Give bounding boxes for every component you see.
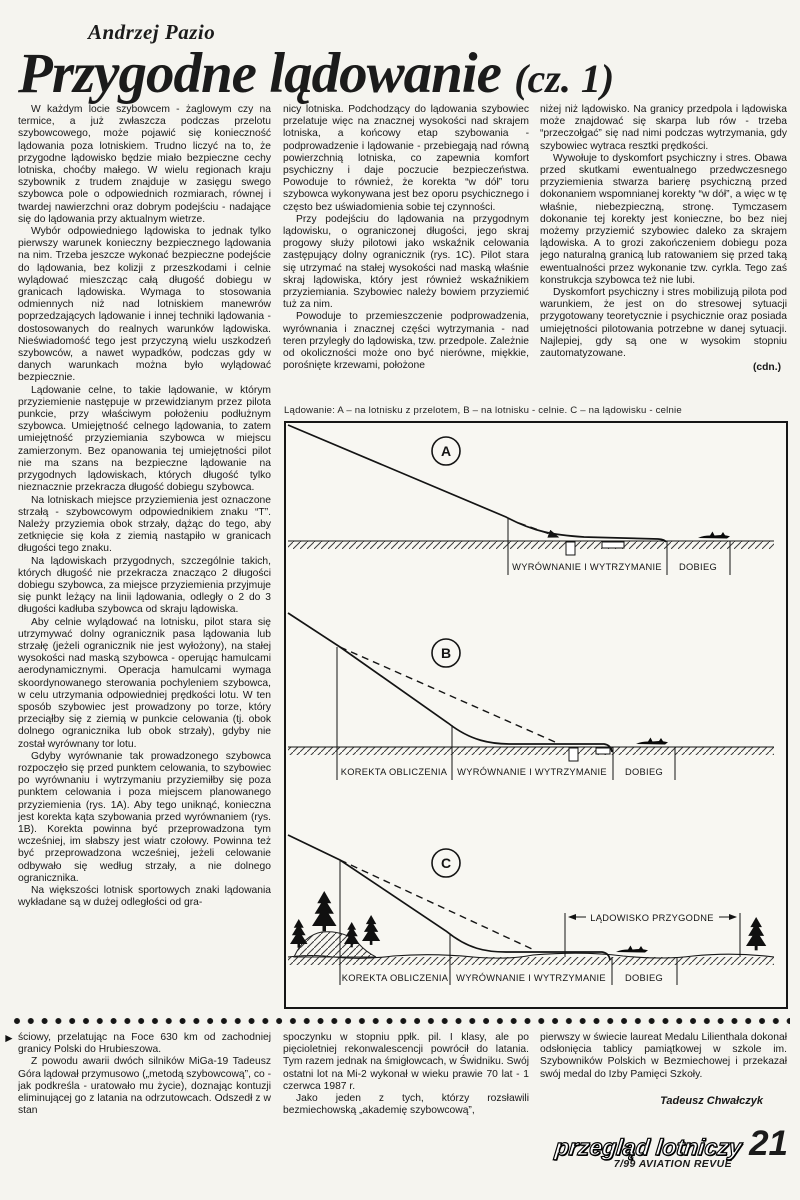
label-ladowisko: LĄDOWISKO PRZYGODNE	[590, 913, 714, 923]
paragraph: spoczynku w stopniu ppłk. pil. I klasy, ale po pięcioletniej rekonwalescencji powrócił do latania. Tym razem jednak na śmigłowcach, w Świdniku. Swój ostatni lot na Mi-2 wykonał w wieku prawie 70 lat - 1 czerwca 1987 r.	[283, 1032, 529, 1092]
article-header	[18, 20, 788, 105]
paragraph: Z powodu awarii dwóch silników MiGa-19 Tadeusz Góra lądował przymusowo („metodą szybowcową”, co - jak podkreśla - uratowało mu życie), doznając kontuzji eliminującej go z latania na odrzutowcach. Odszedł z w stan	[18, 1056, 271, 1117]
label-dobieg-b: DOBIEG	[625, 767, 663, 777]
continuation-arrow-icon: ►	[3, 1031, 15, 1045]
label-korekta-b: KOREKTA OBLICZENIA	[340, 767, 448, 777]
paragraph: Lądowanie celne, to takie lądowanie, w którym przyziemienie następuje w przewidzianym przez pilota punkcie, przy właściwym położeniu podłużnym szybowca. Umiejętność celnego lądowania, to zatem umiejętność przyziemiania szybowca w miejscu zamierzonym. Bez opanowania tej umiejętności pilot nie ma szans na bezpieczne lądowanie na przygodnych lądowiskach, których długość tylko nieznacznie przekracza długość dobiegu szybowca.	[18, 384, 271, 494]
page-footer	[554, 1124, 788, 1170]
figure-box	[284, 421, 788, 1009]
paragraph: Wybór odpowiedniego lądowiska to jednak tylko pierwszy warunek konieczny bezpiecznego lądowania na nim. Trzeba jeszcze wykonać bezpieczne podejście do lądowania, bez kolizji z przeszkodami i celnie wylądować mieszcząc całą długość dobiegu w granicach lądowiska. Wymaga to stosowania odmiennych niż nad lotniskiem manewrów poprzedzających lądowanie i innej techniki lądowania - dostosowanych do realnych warunków lądowiska. Nieświadomość tego jest przyczyną wielu uszkodzeń szybowców, a nawet wypadków, podczas gdy w danych warunkach można było wylądować bezpiecznie.	[18, 226, 271, 384]
glider-icon	[616, 946, 648, 953]
column-3-text	[540, 104, 787, 360]
bottom-column-1	[18, 1032, 271, 1162]
diagram-a	[288, 425, 774, 575]
glider-icon	[698, 532, 730, 539]
page-title	[18, 42, 788, 105]
bottom-column-2	[283, 1032, 529, 1162]
landing-marker-icon	[569, 748, 578, 761]
figure-caption: Lądowanie: A – na lotnisku z przelotem, B – na lotnisku - celnie. C – na lądowisku - celnie	[284, 405, 682, 416]
article-column-3	[540, 104, 787, 402]
ground-hatch-b	[288, 747, 774, 755]
paragraph: Na lądowiskach przygodnych, szczególnie takich, których długość nie przekracza znacząco 2 długości dobiegu szybowca, za miejsce przyziemienia przyjmuje się punkt leżący na linii lądowania, odległy o 2 do 3 długości kadłuba szybowca od skraju lądowiska.	[18, 555, 271, 616]
paragraph: ściowy, przelatując na Foce 630 km od zachodniej granicy Polski do Hrubieszowa.	[18, 1032, 271, 1056]
paragraph: Dyskomfort psychiczny i stres mobilizują pilota pod warunkiem, że jest on do stresowej sytuacji przygotowany teoretycznie i psychicznie oraz posiada umiejętności pilotowania potrzebne w danej sytuacji. Najlepiej, gdy są one w wysokim stopniu zautomatyzowane.	[540, 287, 787, 360]
label-dobieg-a: DOBIEG	[679, 562, 717, 572]
title-main: Przygodne lądowanie	[18, 42, 501, 105]
issue-line: 7/99 AVIATION REVUE	[613, 1158, 732, 1170]
tree-icon	[312, 891, 337, 931]
dotted-divider	[12, 1016, 790, 1026]
article-column-1	[18, 104, 271, 1016]
magazine-name: przegląd lotniczy	[554, 1134, 744, 1160]
label-wyrownanie-c: WYRÓWNANIE I WYTRZYMANIE	[456, 973, 606, 983]
bottom-column-3-text	[540, 1032, 787, 1081]
diagram-c-letter: C	[440, 855, 452, 871]
terrain-mound	[294, 932, 376, 957]
diagram-b-letter: B	[440, 645, 452, 661]
landing-marker-icon	[596, 748, 610, 754]
diagram-b	[288, 613, 774, 780]
paragraph: pierwszy w świecie laureat Medalu Lilienthala dokonał odsłonięcia tablicy pamiątkowej w szkole im. Szybowników Polskich w Bezmiechowej i przekazał swój medal do Izby Pamięci Szkoły.	[540, 1032, 787, 1080]
paragraph: Przy podejściu do lądowania na przygodnym lądowisku, o ograniczonej długości, jego skraj progowy służy pilotowi jako wskaźnik celowania zastępujący dolny ogranicznik (rys. 1C). Pilot stara się utrzymać na stałej wysokości nad maską właśnie skraj lądowiska, który jest również wskaźnikiem przyziemiania. Szybowiec należy bowiem przyziemić tuż za nim.	[283, 213, 529, 311]
label-wyrownanie-b: WYRÓWNANIE I WYTRZYMANIE	[457, 767, 607, 777]
paragraph: Wywołuje to dyskomfort psychiczny i stres. Obawa przed skutkami ewentualnego przedwczesnego przyziemienia stwarza barierę psychiczną przed dokonaniem wspomnianej korekty “w dół”, a więc w tę właśnie, niebezpieczną, stronę. Tymczasem dokonanie tej korekty jest konieczne, bo bez niej możemy przyziemić szybowiec daleko za skrajem lądowiska. A to grozi zakończeniem dobiegu poza jego naturalną granicą lub ratowaniem się przed taką ewentualności przez wykonanie tzw. cyrkla. Tego zaś konstrukcja szybowca też nie lubi.	[540, 152, 787, 286]
paragraph: niżej niż lądowisko. Na granicy przedpola i lądowiska może znajdować się skarpa lub rów - trzeba “przeczołgać” się nad nimi podczas wytrzymania, gdy szybowiec wytraca resztki prędkości.	[540, 104, 787, 152]
paragraph: Powoduje to przemieszczenie podprowadzenia, wyrównania i znacznej części wytrzymania - nad teren przyległy do lądowiska, tzw. przedpole. Zależnie od okoliczności może ono być nierówne, miękkie, porośnięte krzewami, położone	[283, 311, 529, 372]
article-column-2	[283, 104, 529, 402]
tree-icon	[344, 922, 359, 947]
continuation-note: (cdn.)	[752, 362, 781, 374]
paragraph: Gdyby wyrównanie tak prowadzonego szybowca rozpoczęło się przed punktem celowania, to szybowiec po wyrównaniu i wytrzymaniu przyziemiłby się poza punktem celowania i poza miejscem planowanego przyziemienia (rys. 1A). Aby tego uniknąć, konieczna jest korekta kąta szybowania przed wyrównaniem (rys. 1B). Korekta powinna być przeprowadzona tym wcześniej, im słabszy jest wiatr czołowy. Powinna też być przeprowadzona wcześniej, jeżeli celowanie odbywało się według strzały, a nie dolnego ogranicznika.	[18, 750, 271, 884]
paragraph: Jako jeden z tych, którzy rozsławili bezmiechowską „akademię szybowcową”,	[283, 1093, 529, 1117]
label-korekta-c: KOREKTA OBLICZENIA	[341, 973, 449, 983]
diagram-a-letter: A	[440, 443, 452, 459]
glide-path-a	[288, 425, 666, 542]
paragraph: Na większości lotnisk sportowych znaki lądowania wykładane są w dużej odległości od gra-	[18, 885, 271, 909]
landing-diagrams	[286, 423, 786, 1007]
label-dobieg-c: DOBIEG	[625, 973, 663, 983]
magazine-logo	[554, 1124, 788, 1163]
landing-marker-icon	[566, 542, 575, 555]
article-author: Andrzej Pazio	[88, 20, 216, 44]
ground-hatch-a	[288, 541, 774, 549]
paragraph: Aby celnie wylądować na lotnisku, pilot stara się utrzymywać dolny ogranicznik pasa lądowania lub strzałę (jeżeli ogranicznik nie jest wyłożony), na stałej wysokości nad maską szybowca - operując hamulcami aerodynamicznymi. Operacja hamulcami wymaga skoordynowanego sterowania pochyleniem szybowca, w celu utrzymania odpowiedniej prędkości lotu. W ten sposób szybowiec jest prowadzony po torze, który przeciąłby się z ziemią w punkcie celowania (tj. obok dolnego ogranicznika lub obok strzały), gdyby nie został wyrównany tor lotu.	[18, 616, 271, 750]
paragraph: nicy lotniska. Podchodzący do lądowania szybowiec przelatuje więc na znacznej wysokości nad skrajem lotniska, a końcowy etap szybowania - podprowadzenie i lądowanie - przebiegają nad równą powierzchnią lotniska, co zapewnia komfort psychiczny i daje poczucie bezpieczeństwa. Powoduje to również, że korekta “w dół” toru szybowca wykonywana jest bez oporu psychicznego i często bez uświadomienia sobie tej czynności.	[283, 104, 529, 213]
uncorrected-path-b	[340, 647, 555, 742]
tree-icon	[290, 919, 308, 948]
glider-icon	[636, 738, 668, 745]
bottom-article-author: Tadeusz Chwałczyk	[660, 1094, 763, 1107]
tree-icon	[746, 917, 766, 950]
diagram-c	[288, 835, 774, 985]
label-wyrownanie-a: WYRÓWNANIE I WYTRZYMANIE	[512, 562, 662, 572]
paragraph: Na lotniskach miejsce przyziemienia jest oznaczone strzałą - szybowcowym odpowiednikiem znaku “T”. Należy przyziemia obok strzały, dążąc do tego, aby zetknięcie się koła z ziemią nastąpiło w granicach długości tego znaku.	[18, 494, 271, 555]
paragraph: W każdym locie szybowcem - żaglowym czy na termice, a już zwłaszcza podczas przelotu szybowcowego, może pojawić się konieczność lądowania poza lotniskiem. Trudno liczyć na to, że przygodne lądowisko będzie miało bezpieczne cechy lotniska, choćby małego. W wielu regionach kraju szybownik z trudem znajduje w zasięgu swego szybowca pole o odpowiednich rozmiarach, równej i twardej nawierzchni oraz dobrym podejściu - nadające się do lądowania przy aktualnym wietrze.	[18, 104, 271, 225]
page-number: 21	[749, 1124, 788, 1163]
landing-marker-icon	[602, 542, 624, 548]
title-suffix: (cz. 1)	[514, 56, 615, 101]
tree-icon	[362, 915, 380, 945]
